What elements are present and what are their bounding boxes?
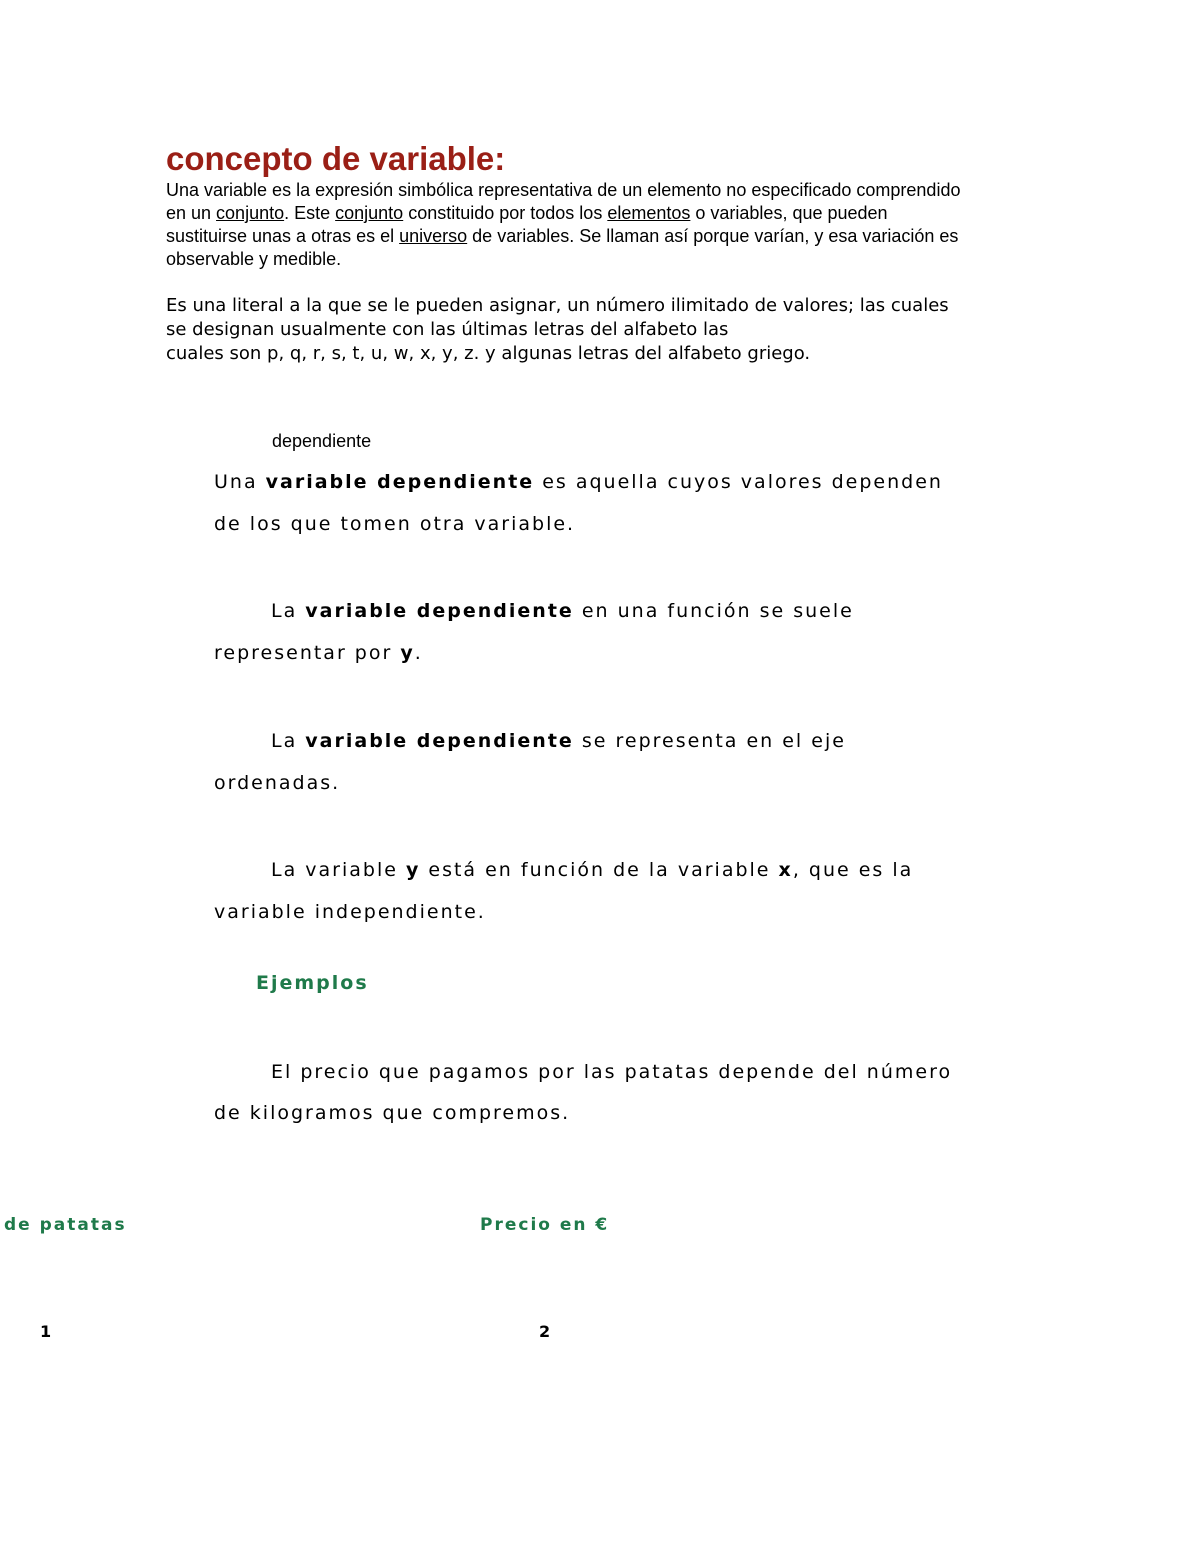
paragraph-literal-line: Es una literal a la que se le pueden asignar, un número ilimitado de valores; las cuales (166, 295, 949, 316)
text: se representa en el eje (573, 730, 846, 752)
link-elementos[interactable]: elementos (607, 203, 691, 223)
paragraph-literal-line: cuales son p, q, r, s, t, u, w, x, y, z. y algunas letras del alfabeto griego. (166, 343, 811, 364)
text: . Este (284, 203, 336, 223)
paragraph-definition-line (166, 225, 958, 248)
text: , que es la (792, 859, 914, 881)
text: de variables. Se llaman así porque varían, y esa variación es (467, 226, 959, 246)
link-universo[interactable]: universo (399, 226, 468, 246)
table-header-precio: Precio en € (480, 1215, 610, 1235)
table-cell: 1 (40, 1322, 52, 1341)
paragraph-definition-line: observable y medible. (166, 249, 342, 269)
bold-term: variable dependiente (305, 600, 574, 622)
bold-term: y (400, 642, 415, 664)
bold-term: variable dependiente (265, 471, 535, 493)
statement-line: ordenadas. (214, 772, 341, 794)
text: en un (166, 203, 217, 223)
text: o variables, que pueden (690, 203, 888, 223)
paragraph-definition-line: Una variable es la expresión simbólica representativa de un elemento no especificado comprendido (166, 180, 961, 200)
section-heading-dependiente: dependiente (272, 431, 372, 451)
text: Una (214, 471, 266, 493)
text: sustituirse unas a otras es el (166, 226, 400, 246)
section-heading-ejemplos: Ejemplos (256, 972, 369, 994)
statement-line (214, 642, 423, 664)
link-conjunto[interactable]: conjunto (335, 203, 404, 223)
text: La (271, 600, 306, 622)
table-header-patatas: de patatas (4, 1215, 127, 1235)
text: constituido por todos los (403, 203, 608, 223)
text: representar por (214, 642, 401, 664)
paragraph-literal-line: se designan usualmente con las últimas letras del alfabeto las (166, 319, 729, 340)
statement-line (214, 471, 943, 493)
paragraph-definition-line (166, 202, 888, 225)
table-cell: 2 (539, 1322, 551, 1341)
statement-line (271, 859, 913, 881)
bold-term: y (405, 859, 421, 881)
statement-line: de los que tomen otra variable. (214, 513, 576, 535)
text: es aquella cuyos valores dependen (534, 471, 943, 493)
text: La variable (271, 859, 406, 881)
statement-line (271, 730, 846, 752)
text: . (414, 642, 423, 664)
text: La (271, 730, 306, 752)
text: está en función de la variable (420, 859, 779, 881)
statement-line (271, 600, 854, 622)
bold-term: variable dependiente (305, 730, 574, 752)
example-line: El precio que pagamos por las patatas depende del número (271, 1061, 953, 1083)
text: en una función se suele (573, 600, 854, 622)
example-line: de kilogramos que compremos. (214, 1102, 571, 1124)
statement-line: variable independiente. (214, 901, 486, 923)
page-title: concepto de variable: (166, 140, 506, 177)
link-conjunto[interactable]: conjunto (216, 203, 285, 223)
bold-term: x (778, 859, 793, 881)
